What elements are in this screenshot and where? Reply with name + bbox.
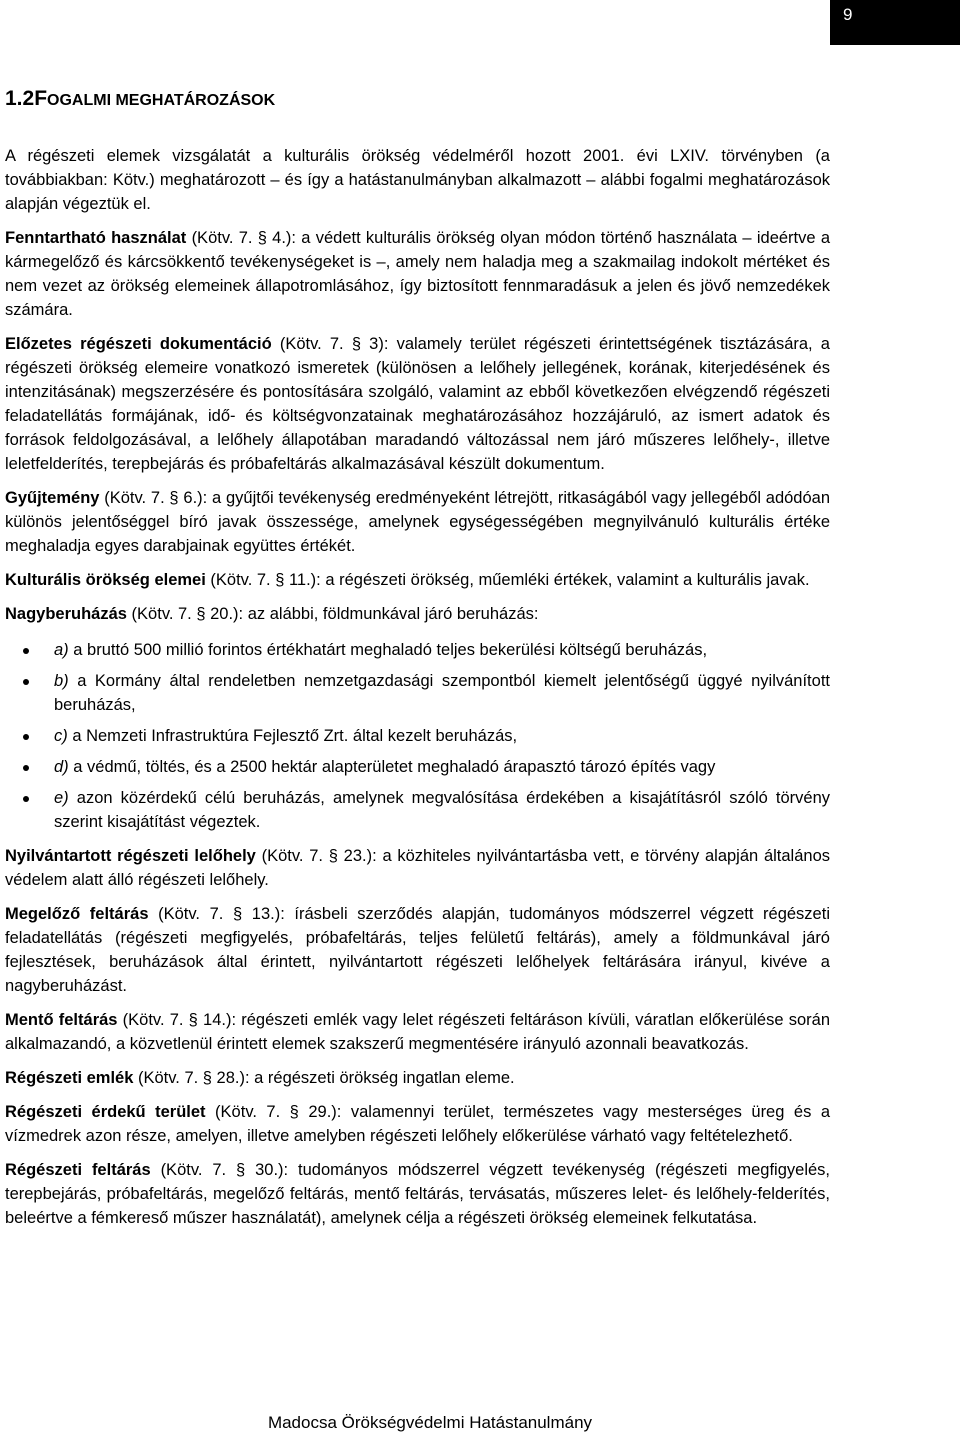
section-number: 1.2 (5, 87, 35, 110)
definition-paragraph (5, 568, 830, 592)
section-heading (5, 84, 830, 116)
definition-text: (Kötv. 7. § 30.): tudományos módszerrel végzett tevékenység (régészeti megfigyelés, terepbejárás, próbafeltárás, megelőző feltárás, mentő feltárás, tervásatás, műszeres lelet- és lelőhely-felderítés, beleértve a fémkereső műszer használatát), amelynek célja a régészeti örökség elemeinek felkutatása. (5, 1161, 830, 1227)
page-footer: Madocsa Örökségvédelmi Hatástanulmány (267, 1413, 593, 1432)
page-number: 9 (830, 0, 960, 45)
list-item-letter: c) (54, 727, 68, 745)
list-item-letter: a) (54, 641, 69, 659)
definitions-group-2 (5, 844, 830, 1230)
definition-text: (Kötv. 7. § 13.): írásbeli szerződés alapján, tudományos módszerrel végzett régészeti feladatellátás (régészeti megfigyelés, próbafeltárás, teljes felületű feltárás), amely a földmunkával járó fejlesztések, beruházások által érintett, nyilvántartott régészeti lelőhelyek feltárására irányul, kivéve a nagyberuházást. (5, 905, 830, 995)
definition-term: Nagyberuházás (5, 605, 127, 623)
definition-term: Régészeti érdekű terület (5, 1103, 206, 1121)
definition-text: (Kötv. 7. § 4.): a védett kulturális örökség olyan módon történő használata – ideértve a kármegelőző és kárcsökkentő tevékenységeket is –, amely nem haladja meg a szakmailag indokolt mértéket és nem vezet az örökség elemeinek állapotromlásához, így biztosított fennmaradásuk a jelen és jövő nemzedékek számára. (5, 229, 830, 319)
definition-term: Mentő feltárás (5, 1011, 118, 1029)
bullet-icon (23, 765, 29, 771)
definition-paragraph (5, 844, 830, 892)
bullet-icon (23, 796, 29, 802)
list-item-letter: e) (54, 789, 69, 807)
definition-text: (Kötv. 7. § 3): valamely terület régészeti érintettségének tisztázására, a régészeti örökség elemeire vonatkozó ismeretek (különösen a lelőhely jellegének, korának, kiterjedésének és intenzitásának) megszerzésére és pontosítására szolgáló, valamint az ebből következően elvégzendő régészeti feladatellátás formájának, idő- és költségvonzatainak meghatározásához hozzájáruló, az ismert adatok és források feldolgozásával, a lelőhely állapotában maradandó változással nem járó műszeres lelőhely-, illetve leletfelderítés, terepbejárás és próbafeltárás alkalmazásával készült dokumentum. (5, 335, 830, 473)
list-item-text: azon közérdekű célú beruházás, amelynek megvalósítása érdekében a kisajátításról szóló törvény szerint kisajátítást végeztek. (54, 789, 830, 831)
definition-paragraph (5, 1158, 830, 1230)
intro-paragraph: A régészeti elemek vizsgálatát a kulturális örökség védelméről hozott 2001. évi LXIV. törvényben (a továbbiakban: Kötv.) meghatározott – és így a hatástanulmányban alkalmazott – alábbi fogalmi meghatározások alapján végeztük el. (5, 147, 830, 213)
definition-text: (Kötv. 7. § 29.): valamennyi terület, természetes vagy mesterséges üreg és a vízmedrek azon része, amelyen, illetve amelyben régészeti lelőhely előkerülése várható vagy feltételezhető. (5, 1103, 831, 1145)
definition-term: Gyűjtemény (5, 489, 100, 507)
definition-term: Kulturális örökség elemei (5, 571, 206, 589)
bullet-icon (23, 734, 29, 740)
definition-term: Fenntartható használat (5, 229, 187, 247)
definition-term: Megelőző feltárás (5, 905, 149, 923)
definition-text: (Kötv. 7. § 23.): a közhiteles nyilvántartásba vett, e törvény alapján általános védelem alatt álló régészeti lelőhely. (5, 847, 830, 889)
definition-paragraph (5, 1008, 830, 1056)
section-title-initial: F (34, 87, 48, 110)
definitions-group-1 (5, 226, 830, 626)
list-item-text: a védmű, töltés, és a 2500 hektár alapterületet meghaladó árapasztó tározó építés vagy (68, 758, 716, 776)
list-item (5, 724, 830, 748)
list-item-letter: b) (54, 672, 69, 690)
section-title-rest: OGALMI MEGHATÁROZÁSOK (47, 92, 276, 109)
definition-term: Nyilvántartott régészeti lelőhely (5, 847, 256, 865)
definition-text: (Kötv. 7. § 20.): az alábbi, földmunkával járó beruházás: (126, 605, 539, 623)
definition-text: (Kötv. 7. § 28.): a régészeti örökség ingatlan eleme. (133, 1069, 515, 1087)
definition-paragraph (5, 226, 830, 322)
definition-paragraph (5, 1066, 830, 1090)
definition-paragraph (5, 602, 830, 626)
list-item-letter: d) (54, 758, 69, 776)
list-item-text: a Kormány által rendeletben nemzetgazdasági szempontból kiemelt jelentőségű üggyé nyilvánított beruházás, (54, 672, 830, 714)
list-item-text: a Nemzeti Infrastruktúra Fejlesztő Zrt. által kezelt beruházás, (67, 727, 518, 745)
list-item (5, 755, 830, 779)
nagyberuhazas-list (5, 638, 830, 834)
definition-text: (Kötv. 7. § 11.): a régészeti örökség, műemléki értékek, valamint a kulturális javak. (205, 571, 810, 589)
definition-paragraph (5, 332, 830, 476)
definition-text: (Kötv. 7. § 14.): régészeti emlék vagy lelet régészeti feltáráson kívüli, váratlan előkerülése során alkalmazandó, a közvetlenül érintett elemek szakszerű megmentésére irányuló azonnali beavatkozás. (5, 1011, 830, 1053)
definition-term: Régészeti feltárás (5, 1161, 151, 1179)
definition-paragraph (5, 486, 830, 558)
list-item (5, 786, 830, 834)
list-item (5, 638, 830, 662)
bullet-icon (23, 648, 29, 654)
definition-term: Előzetes régészeti dokumentáció (5, 335, 272, 353)
list-item (5, 669, 830, 717)
bullet-icon (23, 679, 29, 685)
definition-term: Régészeti emlék (5, 1069, 134, 1087)
definition-paragraph (5, 1100, 830, 1148)
list-item-text: a bruttó 500 millió forintos értékhatárt meghaladó teljes bekerülési költségű beruházás, (68, 641, 708, 659)
document-body (5, 84, 830, 1240)
definition-text: (Kötv. 7. § 6.): a gyűjtői tevékenység eredményeként létrejött, ritkaságából vagy jellegéből adódóan különös jelentőséggel bíró javak összessége, amelynek egységességében megnyilvánuló kulturális értéke meghaladja egyes darabjainak együttes értékét. (5, 489, 830, 555)
definition-paragraph (5, 902, 830, 998)
